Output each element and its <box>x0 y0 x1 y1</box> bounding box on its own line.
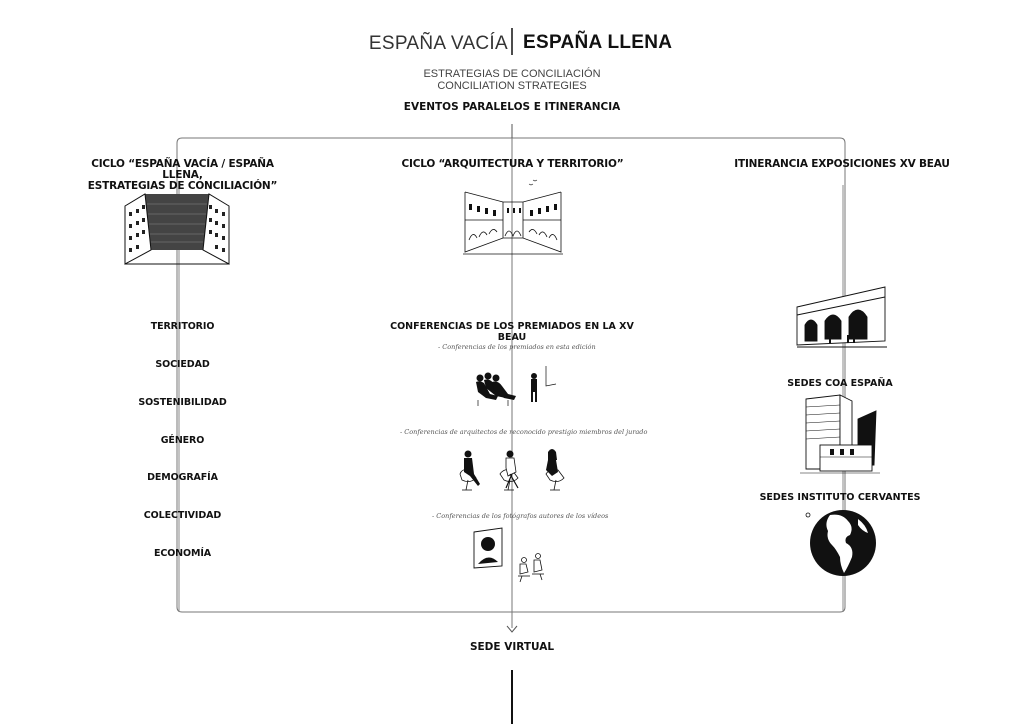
globe-icon <box>806 507 878 579</box>
virtual-venue-label: SEDE VIRTUAL <box>469 641 555 653</box>
courtyard-back-wall <box>145 194 209 250</box>
topic-item-demografia: DEMOGRAFÍA <box>147 472 218 483</box>
note-fotografos: - Conferencias de los fotógrafos autores de los vídeos <box>432 512 609 520</box>
sites-cervantes-label: SEDES INSTITUTO CERVANTES <box>759 492 921 503</box>
subtitle-es: ESTRATEGIAS DE CONCILIACIÓN <box>423 68 601 80</box>
title-right: ESPAÑA LLENA <box>523 32 673 53</box>
subtitle-en: CONCILIATION STRATEGIES <box>437 80 587 92</box>
title-left: ESPAÑA VACÍA <box>368 33 508 54</box>
conferences-heading: CONFERENCIAS DE LOS PREMIADOS EN LA XV BEAU <box>390 321 634 343</box>
note-jurado: - Conferencias de arquitectos de reconocido prestigio miembros del jurado <box>400 428 648 436</box>
topic-item-sociedad: SOCIEDAD <box>155 359 210 370</box>
jury-speakers-sketch <box>456 448 572 500</box>
note-premiados: - Conferencias de los premiados en esta edición <box>438 343 596 351</box>
topic-item-economia: ECONOMÍA <box>153 548 212 559</box>
birds <box>529 180 537 185</box>
courtyard-sketch <box>125 190 229 266</box>
panel-audience-sketch <box>468 356 578 406</box>
screen-projection-sketch <box>472 526 554 584</box>
column-title-right: ITINERANCIA EXPOSICIONES XV BEAU <box>734 158 950 170</box>
sites-coa-label: SEDES COA ESPAÑA <box>787 378 893 389</box>
topic-item-territorio: TERRITORIO <box>150 321 215 332</box>
topic-item-genero: GÉNERO <box>160 435 205 446</box>
column-title-left-line2: ESTRATEGIAS DE CONCILIACIÓN” <box>87 180 278 192</box>
topic-item-sostenibilidad: SOSTENIBILIDAD <box>138 397 227 408</box>
arcade-building-sketch <box>797 285 887 353</box>
cloister-sketch <box>463 180 563 260</box>
topic-item-colectividad: COLECTIVIDAD <box>143 510 222 521</box>
section-title: EVENTOS PARALELOS E ITINERANCIA <box>403 101 621 113</box>
tower-building-sketch <box>800 395 880 479</box>
column-title-left <box>70 159 295 192</box>
column-title-left-line1: CICLO “ESPAÑA VACÍA / ESPAÑA LLENA, <box>91 158 274 181</box>
column-title-middle: CICLO “ARQUITECTURA Y TERRITORIO” <box>401 158 624 170</box>
